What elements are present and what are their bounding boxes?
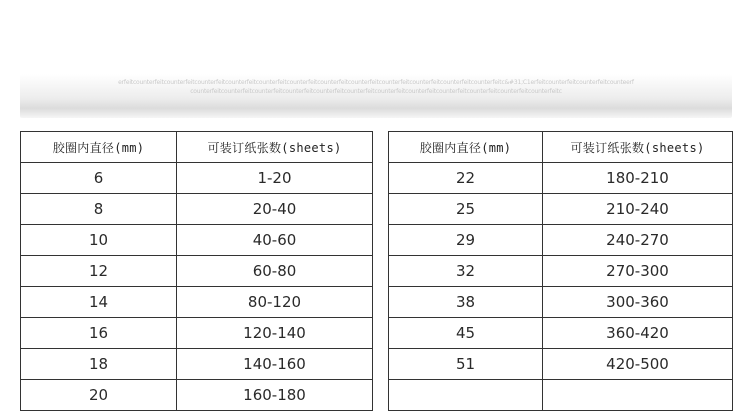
- cell-left-diameter: 10: [21, 225, 177, 256]
- column-gap: [373, 194, 389, 225]
- column-gap: [373, 163, 389, 194]
- cell-right-capacity: 300-360: [543, 287, 733, 318]
- header-right-diameter: 胶圈内直径(mm): [389, 132, 543, 163]
- cell-right-diameter: [389, 380, 543, 411]
- header-left-diameter: 胶圈内直径(mm): [21, 132, 177, 163]
- cell-left-capacity: 120-140: [177, 318, 373, 349]
- table-row: [21, 163, 733, 194]
- cell-left-capacity: 160-180: [177, 380, 373, 411]
- binding-capacity-table: [20, 131, 733, 411]
- cell-right-diameter: 25: [389, 194, 543, 225]
- watermark-text-line-2: counterfeitcounterfeitcounterfeitcounterfeitcounterfeitcounterfeitcounterfeitcounterfeitcounterfeitcounterfeitcounterfeitcounterfeitc: [190, 88, 562, 95]
- cell-right-capacity: 360-420: [543, 318, 733, 349]
- cell-left-diameter: 14: [21, 287, 177, 318]
- header-left-capacity: 可装订纸张数(sheets): [177, 132, 373, 163]
- header-right-capacity: 可装订纸张数(sheets): [543, 132, 733, 163]
- table-row: [21, 287, 733, 318]
- cell-left-diameter: 8: [21, 194, 177, 225]
- cell-left-capacity: 20-40: [177, 194, 373, 225]
- cell-left-diameter: 20: [21, 380, 177, 411]
- table-row: [21, 256, 733, 287]
- column-gap: [373, 256, 389, 287]
- cell-right-capacity: 180-210: [543, 163, 733, 194]
- column-gap: [373, 380, 389, 411]
- table-row: [21, 349, 733, 380]
- cell-right-diameter: 29: [389, 225, 543, 256]
- cell-left-capacity: 140-160: [177, 349, 373, 380]
- column-gap: [373, 132, 389, 163]
- watermark-text-line-1: erfeitcounterfeitcounterfeitcounterfeitcounterfeitcounterfeitcounterfeitcounterfeitcounterfeitcounterfeitcounterfeitcounterfeitcounterfeitc&#31;C1erfeitcounterfeitcounterfeitcounteerf: [118, 79, 634, 86]
- cell-right-diameter: 45: [389, 318, 543, 349]
- table-row: [21, 318, 733, 349]
- cell-right-diameter: 32: [389, 256, 543, 287]
- column-gap: [373, 318, 389, 349]
- cell-right-capacity: [543, 380, 733, 411]
- cell-left-diameter: 16: [21, 318, 177, 349]
- column-gap: [373, 287, 389, 318]
- cell-right-capacity: 240-270: [543, 225, 733, 256]
- table-body: [21, 163, 733, 411]
- cell-left-diameter: 6: [21, 163, 177, 194]
- cell-left-diameter: 18: [21, 349, 177, 380]
- cell-left-capacity: 60-80: [177, 256, 373, 287]
- column-gap: [373, 225, 389, 256]
- cell-left-diameter: 12: [21, 256, 177, 287]
- table-row: [21, 194, 733, 225]
- cell-right-diameter: 22: [389, 163, 543, 194]
- cell-right-capacity: 210-240: [543, 194, 733, 225]
- cell-right-capacity: 420-500: [543, 349, 733, 380]
- table-header-row: [21, 132, 733, 163]
- cell-left-capacity: 40-60: [177, 225, 373, 256]
- column-gap: [373, 349, 389, 380]
- cell-left-capacity: 1-20: [177, 163, 373, 194]
- table-row: [21, 380, 733, 411]
- cell-right-diameter: 51: [389, 349, 543, 380]
- cell-right-diameter: 38: [389, 287, 543, 318]
- cell-left-capacity: 80-120: [177, 287, 373, 318]
- cell-right-capacity: 270-300: [543, 256, 733, 287]
- table-row: [21, 225, 733, 256]
